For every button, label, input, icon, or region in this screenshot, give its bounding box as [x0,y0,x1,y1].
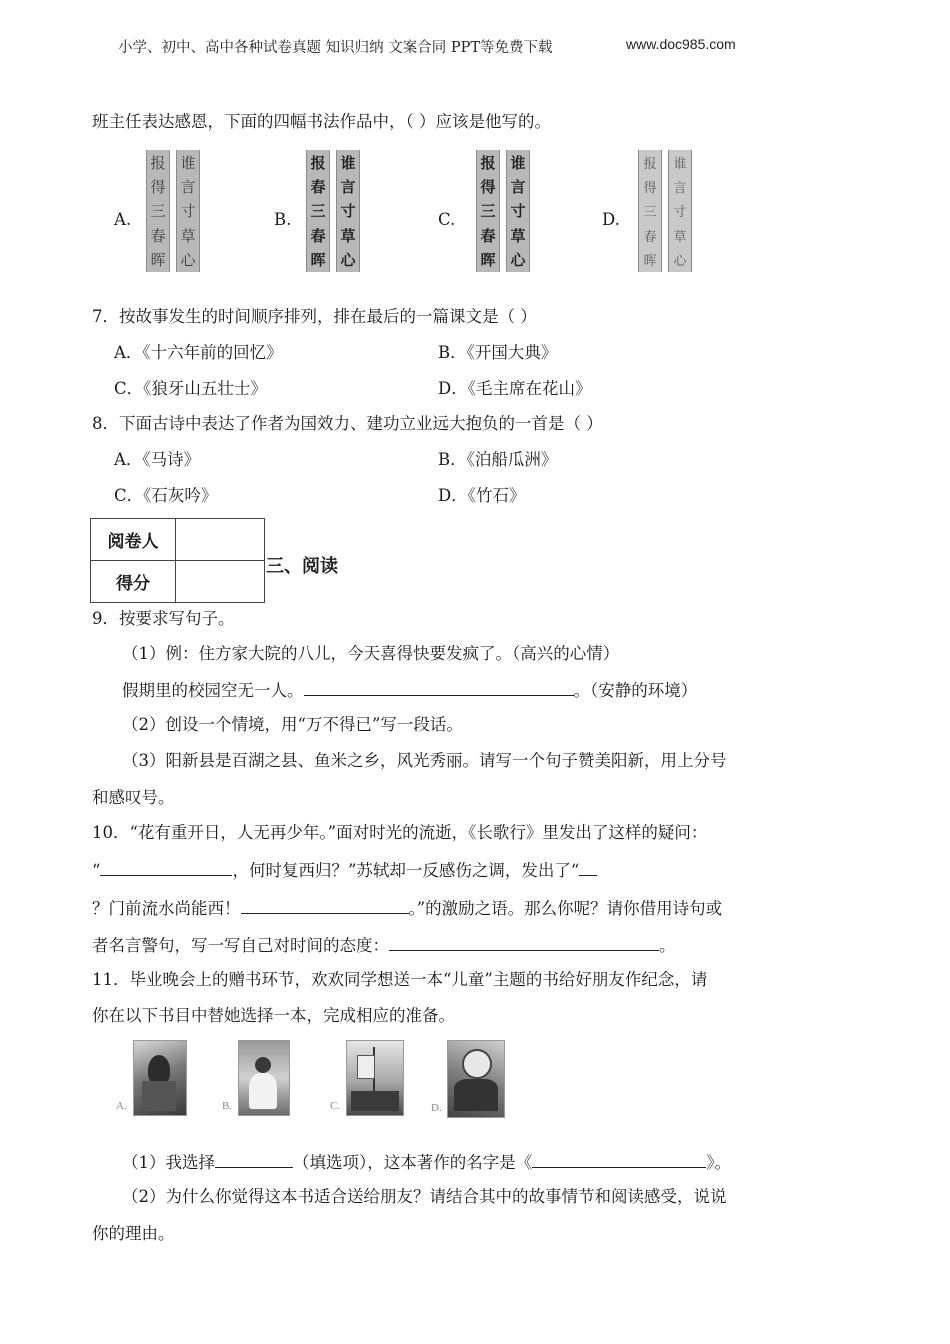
book-caption-b: B. [222,1100,233,1112]
q11-sub1-mid: （填选项），这本著作的名字是《 [293,1153,533,1172]
q11-line2: 你在以下书目中替她选择一本，完成相应的准备。 [92,1006,455,1025]
q10-line2 [92,860,597,881]
q10-line4-end: 。 [659,936,676,955]
q11-sub1-text: （1）我选择 [122,1153,215,1172]
q8-option-b: B．《泊船瓜洲》 [438,450,558,469]
calligraphy-strip: 谁 言 寸 草 心 [176,150,200,272]
q10-line3 [92,898,722,919]
q9-part1-exercise [122,680,697,701]
score-label: 得分 [91,561,176,603]
calligraphy-c [476,150,530,272]
q10-quote-open: “ [92,861,101,880]
answer-blank[interactable] [532,1152,706,1168]
q9-part3-line1: （3）阳新县是百湖之县、鱼米之乡，风光秀丽。请写一个句子赞美阳新，用上分号 [122,751,727,770]
q7-option-d: D．《毛主席在花山》 [438,379,592,398]
q7-option-a: A．《十六年前的回忆》 [114,343,283,362]
q6-option-c-label: C. [438,210,456,229]
q8-option-d: D．《竹石》 [438,486,526,505]
score-cell[interactable] [176,561,265,603]
book-caption-d: D. [431,1102,442,1114]
q6-line: 班主任表达感恩，下面的四幅书法作品中，（ ）应该是他写的。 [92,112,551,131]
q7-option-c: C．《狼牙山五壮士》 [114,379,267,398]
calligraphy-strip: 报 得 三 春 晖 [476,150,500,272]
q10-line4 [92,935,676,956]
answer-blank[interactable] [215,1152,293,1168]
q10-line3-rest: 。”的激励之语。那么你呢？请你借用诗句或 [408,899,723,918]
grading-table [90,518,265,603]
q11-sub2-line2: 你的理由。 [92,1224,175,1243]
q11-line1: 11．毕业晚会上的赠书环节，欢欢同学想送一本“儿童”主题的书给好朋友作纪念，请 [92,970,708,989]
q6-option-d-label: D. [602,210,620,229]
calligraphy-strip: 谁 言 寸 草 心 [506,150,530,272]
calligraphy-strip: 报 得 三 春 晖 [638,150,662,272]
q11-sub1-end: 》。 [706,1153,731,1172]
q8-option-c: C．《石灰吟》 [114,486,218,505]
q6-option-b-label: B. [274,210,292,229]
q9-part3-line2: 和感叹号。 [92,788,175,807]
answer-blank[interactable] [304,680,574,696]
reviewer-label: 阅卷人 [91,519,176,561]
q7-option-b: B．《开国大典》 [438,343,558,362]
book-cover-b[interactable] [238,1040,290,1116]
section-title: 三、阅读 [266,556,338,576]
calligraphy-d [638,150,692,272]
q9-part1: （1）例：住方家大院的八儿，今天喜得快要发疯了。（高兴的心情） [122,644,620,663]
reviewer-cell[interactable] [176,519,265,561]
q8-stem: 8．下面古诗中表达了作者为国效力、建功立业远大抱负的一首是（ ） [92,414,603,433]
book-caption-c: C. [330,1100,341,1112]
q9-stem: 9．按要求写句子。 [92,609,235,628]
answer-blank[interactable] [100,860,232,876]
book-cover-c[interactable] [346,1040,404,1116]
calligraphy-a [146,150,200,272]
book-cover-a[interactable] [133,1040,187,1116]
q8-option-a: A．《马诗》 [114,450,201,469]
calligraphy-strip: 谁 言 寸 草 心 [336,150,360,272]
answer-blank[interactable] [389,935,659,951]
q9-part2: （2）创设一个情境，用“万不得已”写一段话。 [122,715,463,734]
header-url[interactable]: www.doc985.com [626,36,736,52]
calligraphy-strip: 报 得 三 春 晖 [146,150,170,272]
q11-sub2-line1: （2）为什么你觉得这本书适合送给朋友？请结合其中的故事情节和阅读感受，说说 [122,1187,727,1206]
calligraphy-strip: 谁 言 寸 草 心 [668,150,692,272]
answer-blank[interactable] [241,898,409,914]
q10-line4-text: 者名言警句，写一写自己对时间的态度： [92,936,389,955]
calligraphy-b [306,150,360,272]
q10-line2-text: ，何时复西归？”苏轼却一反感伤之调，发出了“ [232,861,580,880]
q7-stem: 7．按故事发生的时间顺序排列，排在最后的一篇课文是（ ） [92,307,537,326]
calligraphy-strip: 报 春 三 春 晖 [306,150,330,272]
q11-sub1 [122,1152,731,1173]
book-caption-a: A. [116,1100,127,1112]
q10-line3-text: ？门前流水尚能西！ [92,899,241,918]
q9-part1-text: 假期里的校园空无一人。 [122,681,304,700]
q9-part1-hint: 。（安静的环境） [573,681,698,700]
header-site-text: 小学、初中、高中各种试卷真题 知识归纳 文案合同 PPT等免费下载 [118,40,553,56]
book-cover-d[interactable] [447,1040,505,1118]
answer-blank[interactable] [579,860,597,876]
q6-option-a-label: A. [114,210,132,229]
q10-line1: 10．“花有重开日，人无再少年。”面对时光的流逝，《长歌行》里发出了这样的疑问： [92,823,708,842]
